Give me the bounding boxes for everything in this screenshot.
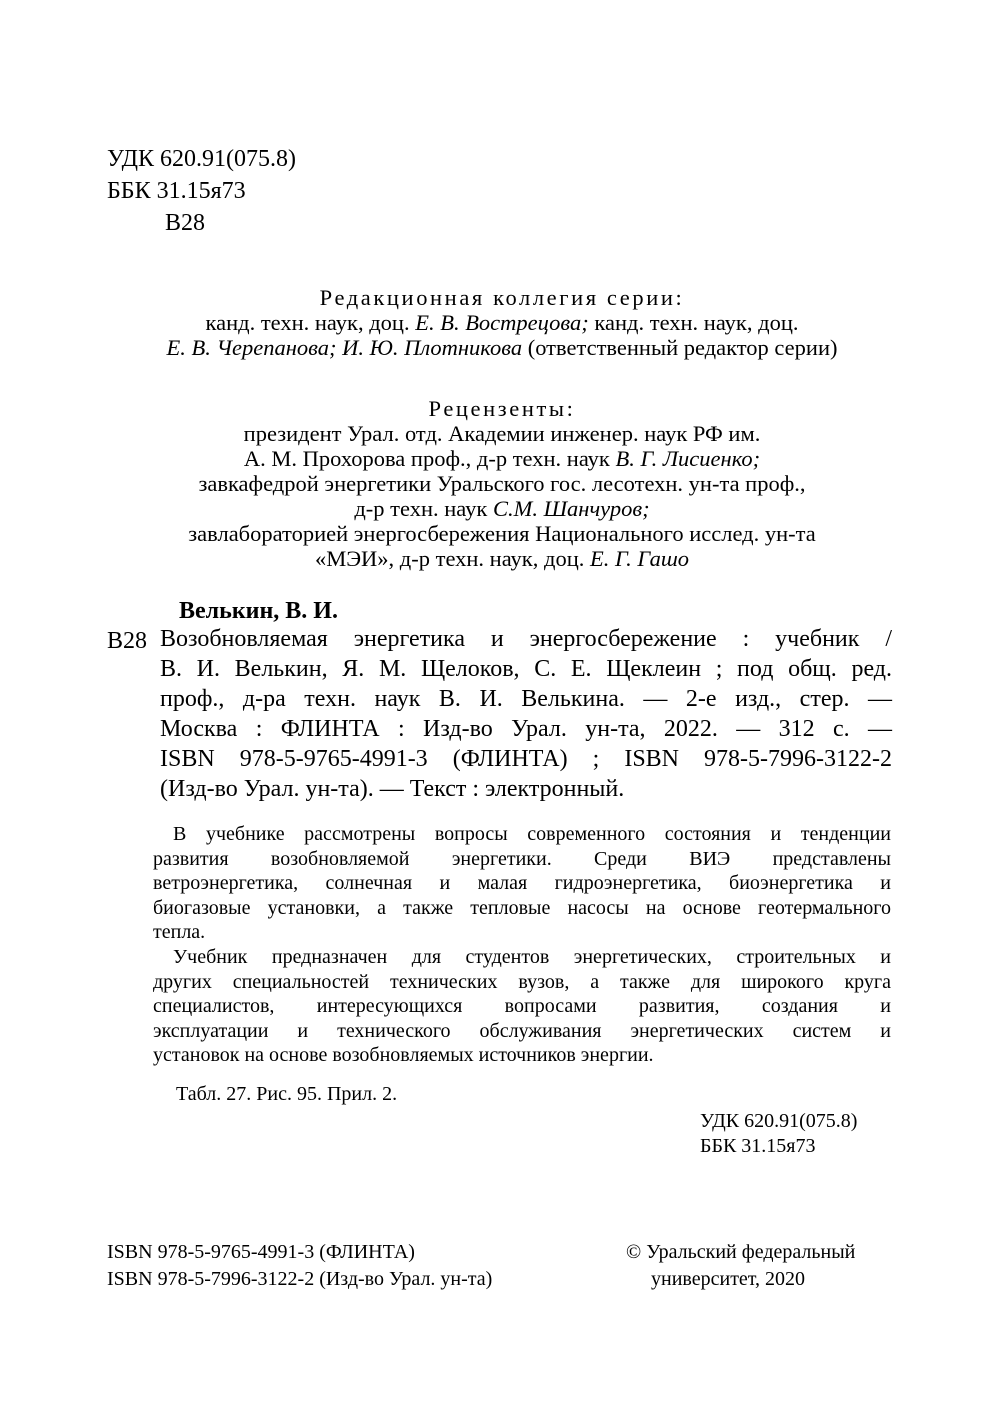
- reviewer-line-5: завлабораторией энергосбережения Национального исслед. ун-та: [188, 521, 816, 546]
- abstract-line: В учебнике рассмотрены вопросы современного состояния и тенденции: [173, 823, 891, 845]
- reviewers-heading: Рецензенты:: [428, 396, 576, 421]
- reviewer-line-1: президент Урал. отд. Академии инженер. наук РФ им.: [243, 421, 761, 446]
- biblio-line: В. И. Велькин, Я. М. Щелоков, С. Е. Щеклеин ; под общ. ред.: [160, 656, 892, 682]
- editor-name: Е. В. Вострецова;: [415, 310, 589, 335]
- entry-author: Велькин, В. И.: [179, 598, 338, 624]
- tables-figures-note: Табл. 27. Рис. 95. Прил. 2.: [176, 1083, 398, 1105]
- editorial-line-1: [0, 310, 1004, 335]
- entry-mark: В28: [107, 628, 148, 654]
- editorial-text: (ответственный редактор серии): [522, 335, 838, 360]
- editor-names: Е. В. Черепанова; И. Ю. Плотникова: [166, 335, 523, 360]
- abstract-line: установок на основе возобновляемых источников энергии.: [153, 1044, 654, 1067]
- reviewer-name: С.М. Шанчуров;: [492, 496, 650, 521]
- reviewer-line-2: [0, 446, 1004, 471]
- copyright-notice: [626, 1239, 855, 1293]
- abstract-line: эксплуатации и технического обслуживания энергетических систем и: [153, 1019, 891, 1042]
- biblio-line: (Изд-во Урал. ун-та). — Текст : электронный.: [160, 776, 625, 802]
- author-mark: В28: [165, 210, 206, 236]
- abstract-line: Учебник предназначен для студентов энергетических, строительных и: [173, 945, 891, 968]
- isbn-line: ISBN 978-5-7996-3122-2 (Изд-во Урал. ун-та): [107, 1268, 493, 1290]
- abstract-line: биогазовые установки, а также тепловые насосы на основе геотермального: [153, 896, 891, 919]
- reviewer-line-4: [0, 496, 1004, 521]
- reviewer-line-3: завкафедрой энергетики Уральского гос. лесотехн. ун-та проф.,: [198, 471, 806, 496]
- bottom-classification-codes: [700, 1109, 857, 1159]
- editorial-board: [0, 285, 1004, 360]
- abstract-line: других специальностей технических вузов, а также для широкого круга: [153, 970, 891, 993]
- editorial-text: канд. техн. наук, доц.: [205, 310, 416, 335]
- editorial-text: канд. техн. наук, доц.: [588, 310, 799, 335]
- bibliographic-description: [160, 624, 892, 804]
- biblio-line: Возобновляемая энергетика и энергосбережение : учебник /: [160, 626, 892, 652]
- isbn-block: [107, 1239, 492, 1293]
- reviewers: [0, 396, 1004, 571]
- reviewer-name: В. Г. Лисиенко;: [615, 446, 761, 471]
- abstract-line: специалистов, интересующихся вопросами развития, создания и: [153, 995, 891, 1018]
- reviewer-text: д-р техн. наук: [354, 496, 493, 521]
- bbk-code: ББК 31.15я73: [107, 178, 246, 204]
- top-classification-codes: [107, 143, 296, 239]
- abstract-line: ветроэнергетика, солнечная и малая гидроэнергетика, биоэнергетика и: [153, 872, 891, 895]
- editorial-heading: Редакционная коллегия серии:: [319, 285, 685, 310]
- biblio-line: ISBN 978-5-9765-4991-3 (ФЛИНТА) ; ISBN 978-5-7996-3122-2: [160, 746, 892, 772]
- reviewer-line-6: [0, 546, 1004, 571]
- biblio-line: Москва : ФЛИНТА : Изд-во Урал. ун-та, 2022. — 312 с. —: [160, 716, 892, 742]
- udk-code: УДК 620.91(075.8): [700, 1110, 858, 1132]
- copyright-line: университет, 2020: [651, 1268, 806, 1290]
- udk-code: УДК 620.91(075.8): [107, 146, 296, 172]
- editorial-line-2: [0, 335, 1004, 360]
- isbn-line: ISBN 978-5-9765-4991-3 (ФЛИНТА): [107, 1241, 415, 1263]
- abstract: [153, 822, 891, 1068]
- reviewer-name: Е. Г. Гашо: [589, 546, 690, 571]
- copyright-line: © Уральский федеральный: [626, 1241, 856, 1263]
- abstract-line: тепла.: [153, 921, 206, 944]
- reviewer-text: А. М. Прохорова проф., д-р техн. наук: [243, 446, 616, 471]
- reviewer-text: «МЭИ», д-р техн. наук, доц.: [314, 546, 590, 571]
- abstract-line: развития возобновляемой энергетики. Среди ВИЭ представлены: [153, 847, 891, 870]
- biblio-line: проф., д-ра техн. наук В. И. Велькина. — 2-е изд., стер. —: [160, 686, 892, 712]
- bbk-code: ББК 31.15я73: [700, 1135, 816, 1157]
